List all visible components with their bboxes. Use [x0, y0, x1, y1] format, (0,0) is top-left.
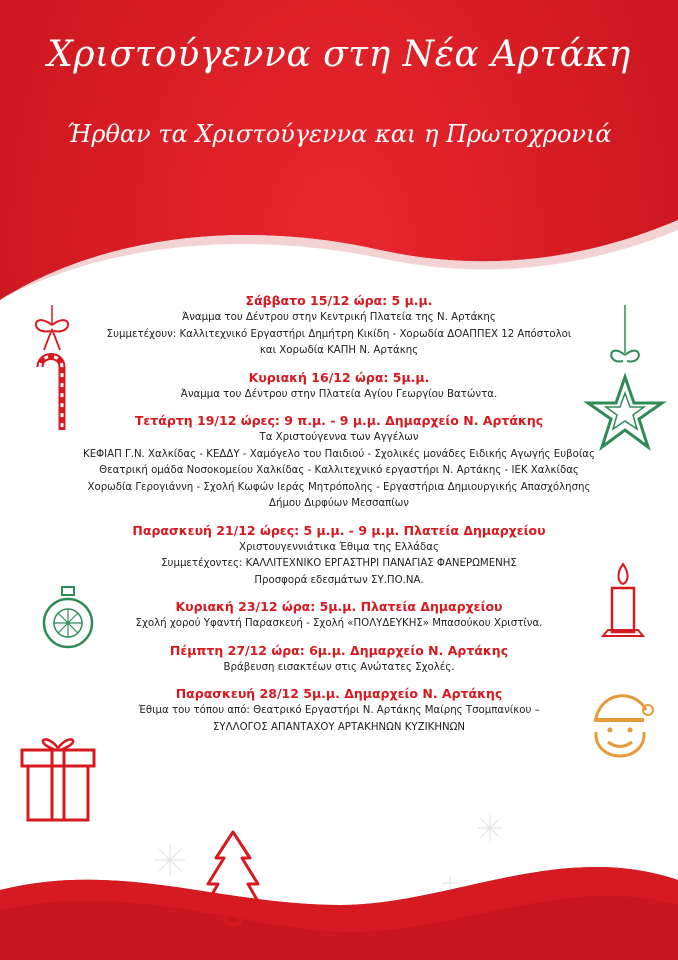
event-heading: Κυριακή 16/12 ώρα: 5μ.μ.: [248, 369, 430, 385]
event-line: Έθιμα του τόπου από: Θεατρικό Εργαστήρι Ν. Αρτάκης Μαίρης Τσομπανίκου –: [138, 705, 540, 716]
event-line: Σχολή χορού Υφαντή Παρασκευή - Σχολή «ΠΟΛΥΔΕΥΚΗΣ» Μπασούκου Χριστίνα.: [135, 618, 543, 629]
event-line: Βράβευση εισακτέων στις Ανώτατες Σχολές.: [223, 661, 455, 673]
event-item: [40, 598, 638, 633]
page-title: Χριστούγεννα στη Νέα Αρτάκη: [47, 34, 631, 75]
event-item: [40, 369, 638, 404]
event-heading: Κυριακή 23/12 ώρα: 5μ.μ. Πλατεία Δημαρχείου: [175, 599, 503, 614]
event-line: Χριστουγεννιάτικα Έθιμα της Ελλάδας: [239, 541, 439, 553]
event-line: Χορωδία Γερογιάννη - Σχολή Κωφών Ιεράς Μητρόπολης - Εργαστήρια Δημιουργικής Απασχόλησης: [87, 481, 591, 493]
event-line: Συμμετέχοντες: ΚΑΛΛΙΤΕΧΝΙΚΟ ΕΡΓΑΣΤΗΡΙ ΠΑΝΑΓΙΑΣ ΦΑΝΕΡΩΜΕΝΗΣ: [161, 558, 517, 569]
event-heading: Σάββατο 15/12 ώρα: 5 μ.μ.: [245, 293, 433, 308]
event-item: [40, 412, 638, 513]
event-line: ΚΕΦΙΑΠ Γ.Ν. Χαλκίδας - ΚΕΔΔΥ - Χαμόγελο του Παιδιού - Σχολικές μονάδες Ειδικής Αγωγής Ευβοίας: [83, 448, 595, 460]
event-heading: Παρασκευή 28/12 5μ.μ. Δημαρχείο Ν. Αρτάκης: [175, 686, 503, 701]
event-item: [40, 522, 638, 590]
event-heading: Τετάρτη 19/12 ώρες: 9 π.μ. - 9 μ.μ. Δημαρχείο Ν. Αρτάκης: [134, 413, 544, 428]
page-subtitle: Ήρθαν τα Χριστούγεννα και η Πρωτοχρονιά: [66, 120, 612, 148]
event-line: ΣΥΛΛΟΓΟΣ ΑΠΑΝΤΑΧΟΥ ΑΡΤΑΚΗΝΩΝ ΚΥΖΙΚΗΝΩΝ: [212, 721, 466, 733]
event-line: Τα Χριστούγεννα των Αγγέλων: [259, 432, 419, 443]
event-line: Δήμου Διρφύων Μεσσαπίων: [269, 498, 409, 509]
event-line: Θεατρική ομάδα Νοσοκομείου Χαλκίδας - Καλλιτεχνικό εργαστήρι Ν. Αρτάκης - ΙΕΚ Χαλκίδας: [99, 465, 579, 476]
event-line: και Χορωδία ΚΑΠΗ Ν. Αρτάκης: [259, 345, 419, 356]
event-heading: Πέμπτη 27/12 ώρα: 6μ.μ. Δημαρχείο Ν. Αρτάκης: [169, 642, 509, 658]
event-line: Άναμμα του Δέντρου στην Πλατεία Αγίου Γεωργίου Βατώντα.: [180, 388, 498, 400]
event-item: [40, 642, 638, 677]
event-heading: Παρασκευή 21/12 ώρες: 5 μ.μ. - 9 μ.μ. Πλατεία Δημαρχείου: [132, 522, 546, 538]
event-line: Προσφορά εδεσμάτων ΣΥ.ΠΟ.ΝΑ.: [254, 574, 424, 586]
event-line: Άναμμα του Δέντρου στην Κεντρική Πλατεία της Ν. Αρτάκης: [182, 312, 496, 323]
program-list: [40, 292, 638, 745]
event-item: [40, 685, 638, 736]
event-line: Συμμετέχουν: Καλλιτεχνικό Εργαστήρι Δημήτρη Κικίδη - Χορωδία ΔΟΑΠΠΕΧ 12 Απόστολοι: [106, 328, 572, 340]
event-item: [40, 292, 638, 360]
